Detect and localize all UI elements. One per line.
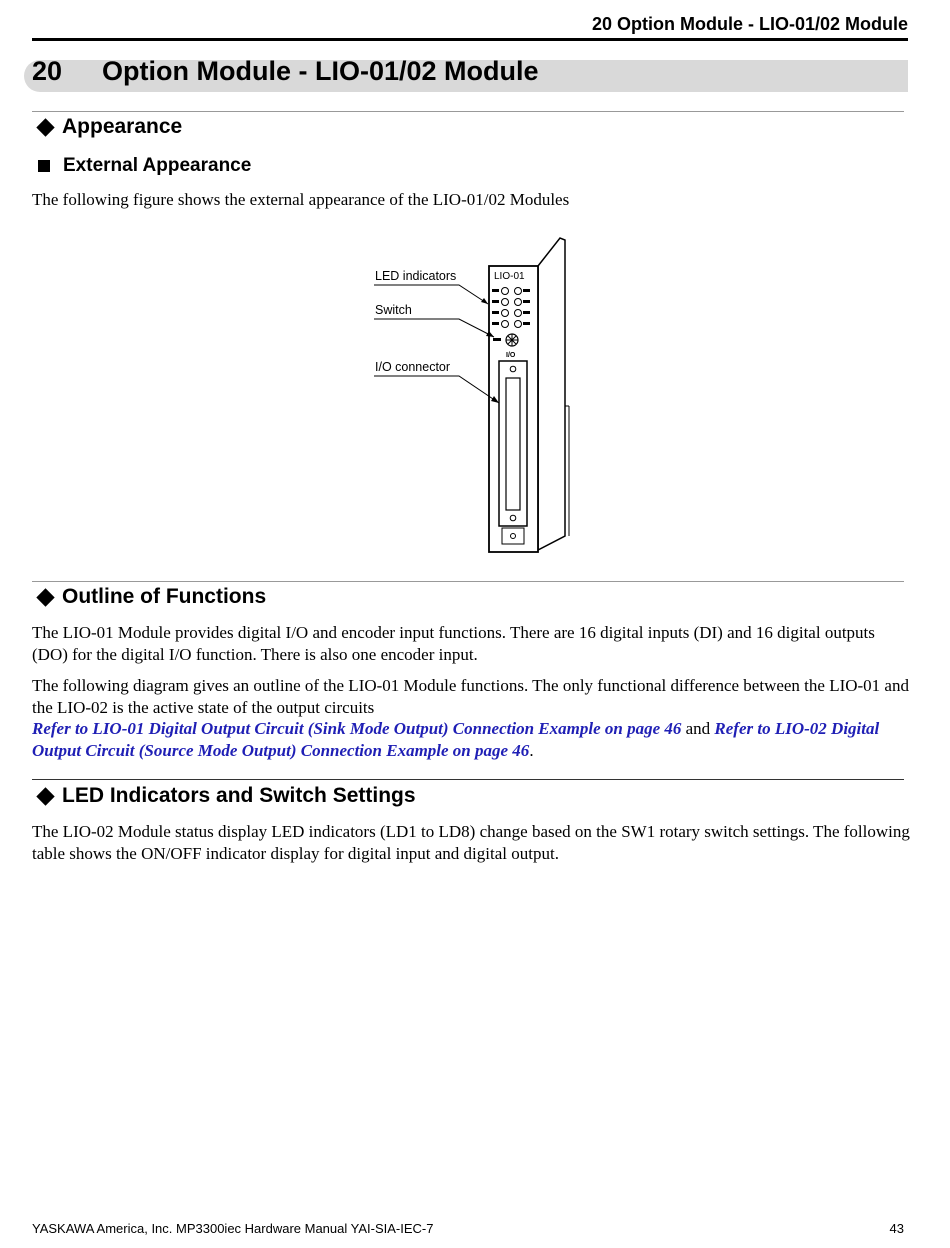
section-rule-led xyxy=(32,779,904,780)
appearance-heading-text: Appearance xyxy=(62,115,183,138)
io-connector-callout: I/O connector xyxy=(375,360,451,374)
running-header: 20 Option Module - LIO-01/02 Module xyxy=(591,14,908,34)
section-heading-led xyxy=(36,784,416,808)
diamond-bullet-icon xyxy=(36,118,54,136)
io-panel-label: I/O xyxy=(506,352,516,359)
chapter-number: 20 xyxy=(32,56,63,86)
subsection-heading-external xyxy=(38,155,251,177)
section-rule-appearance xyxy=(32,111,904,112)
io-connector-icon xyxy=(499,361,527,544)
xref-lio-01-sink-link[interactable]: Refer to LIO-01 Digital Output Circuit (Sink Mode Output) Connection Example on page 46 xyxy=(32,719,682,738)
appearance-intro: The following figure shows the external appearance of the LIO-01/02 Modules xyxy=(32,190,570,209)
square-bullet-icon xyxy=(38,160,50,172)
switch-callout: Switch xyxy=(375,303,412,317)
outline-paragraph-1: The LIO-01 Module provides digital I/O and encoder input functions. There are 16 digital inputs (DI) and 16 digital outputs (DO) for the digital I/O function. There is also one encoder input. xyxy=(32,623,875,664)
led-heading-text: LED Indicators and Switch Settings xyxy=(62,784,416,807)
xref-conjunction: and xyxy=(681,719,715,738)
footer-page-number: 43 xyxy=(889,1221,904,1236)
outline-paragraph-2-text: The following diagram gives an outline of the LIO-01 Module functions. The only functional difference between the LIO-01 and the LIO-02 is the active state of the output circuits xyxy=(32,676,909,717)
led-paragraph: The LIO-02 Module status display LED indicators (LD1 to LD8) change based on the SW1 rotary switch settings. The following table shows the ON/OFF indicator display for digital input and digital output. xyxy=(32,822,910,863)
xref-lio-02-source-link[interactable]: Refer to LIO-02 Digital Output Circuit (Source Mode Output) Connection Example on page 46 xyxy=(32,719,880,760)
external-appearance-text: External Appearance xyxy=(63,155,252,176)
header-rule xyxy=(32,38,908,41)
section-heading-appearance xyxy=(36,115,182,139)
footer-document-title: YASKAWA America, Inc. MP3300iec Hardware Manual YAI-SIA-IEC-7 xyxy=(32,1221,434,1236)
xref-period: . xyxy=(529,740,534,760)
outline-heading-text: Outline of Functions xyxy=(62,585,267,608)
chapter-title: Option Module - LIO-01/02 Module xyxy=(102,56,539,86)
led-indicators-callout: LED indicators xyxy=(375,269,457,283)
module-label: LIO-01 xyxy=(494,271,525,282)
diamond-bullet-icon xyxy=(36,787,54,805)
diamond-bullet-icon xyxy=(36,588,54,606)
section-rule-outline xyxy=(32,581,904,582)
module-side-panel xyxy=(538,238,565,550)
outline-paragraph-2 xyxy=(32,675,910,761)
section-heading-outline xyxy=(36,585,266,609)
lio-module-figure xyxy=(360,234,590,558)
